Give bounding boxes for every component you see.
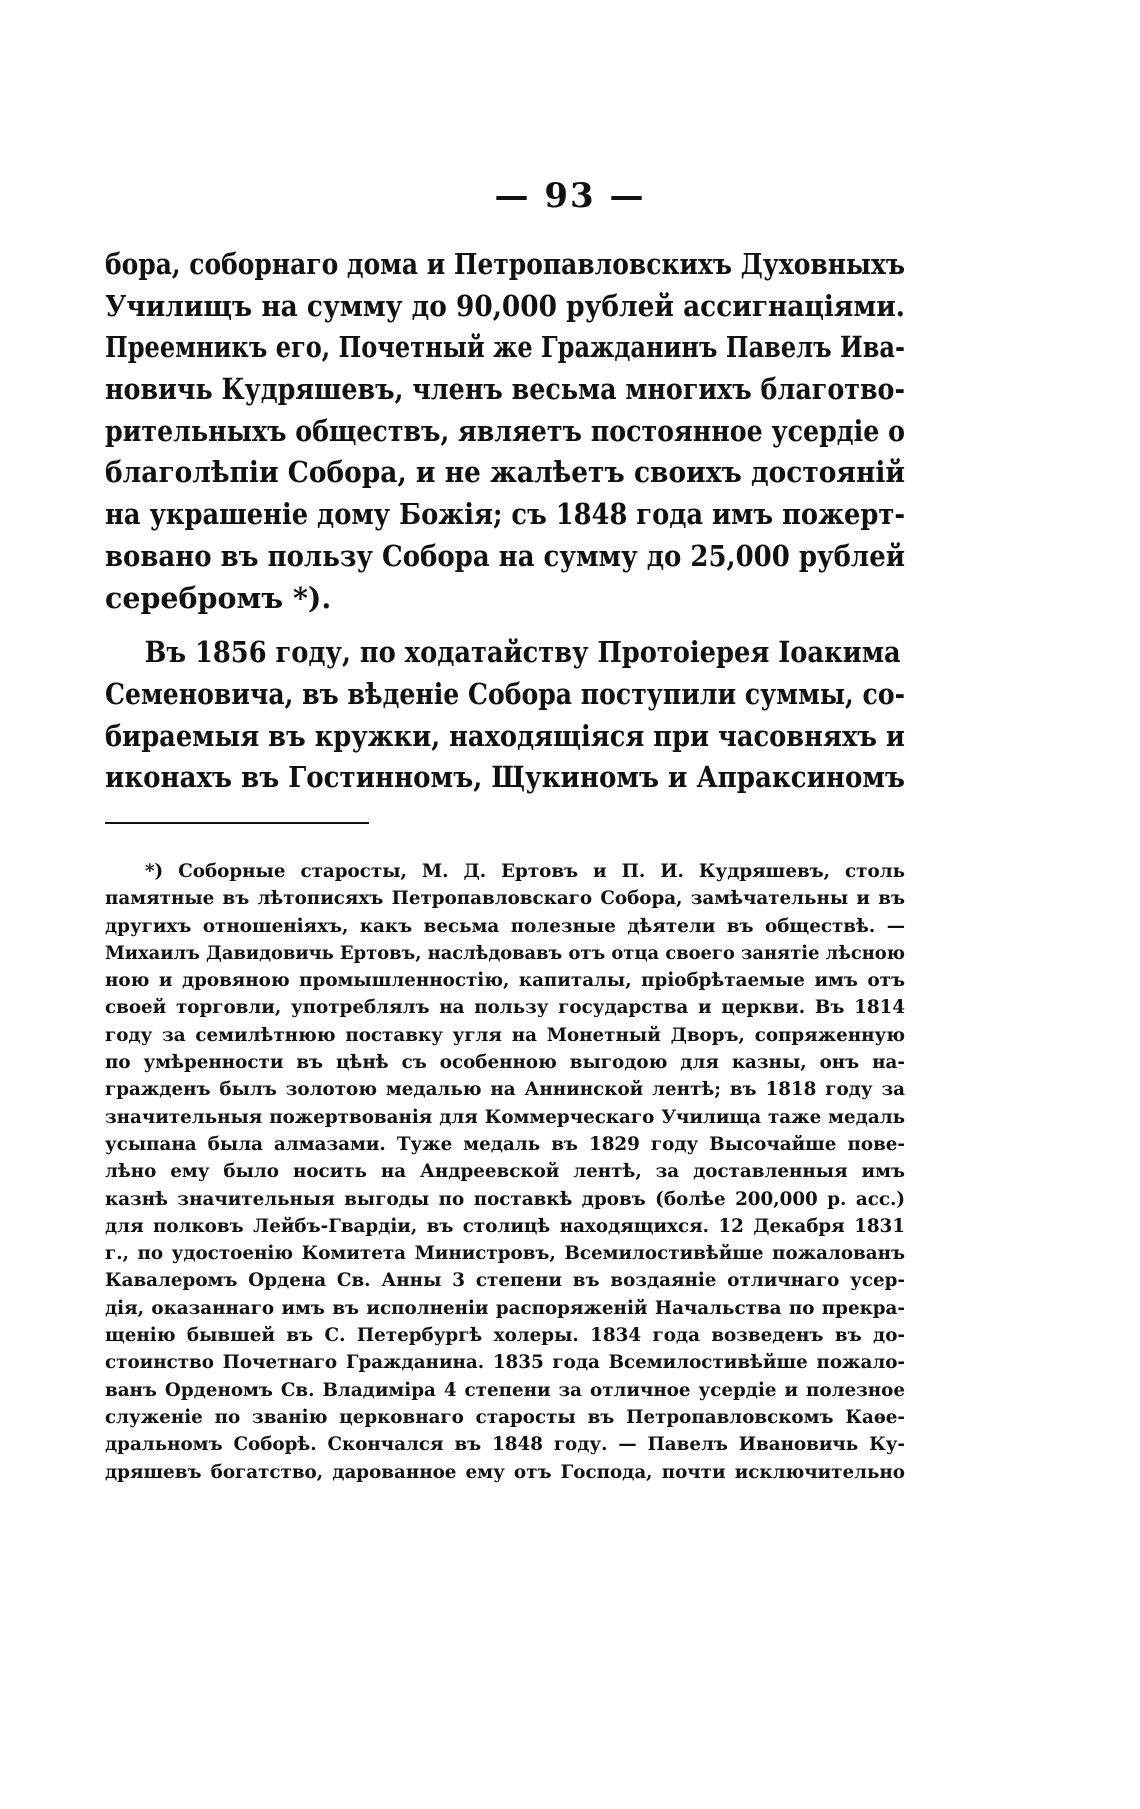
footnote-line: своей торговли, употреблялъ на пользу государства и церкви. Въ 1814 [105, 997, 905, 1019]
footnote-line: другихъ отношеніяхъ, какъ весьма полезные дѣятели въ обществѣ. — [105, 915, 905, 937]
text-line: бираемыя въ кружки, находящіяся при часовняхъ и [105, 718, 905, 753]
footnote-line: Кавалеромъ Ордена Св. Анны 3 степени въ воздаяніе отличнаго усер- [105, 1270, 905, 1292]
footnote-line: дія, оказаннаго имъ въ исполненіи распоряженій Начальства по прекра- [105, 1297, 905, 1319]
footnote-line: ною и дровяною промышленностію, капиталы, пріобрѣтаемые имъ отъ [105, 970, 905, 992]
footnote-line: казнѣ значительныя выгоды по поставкѣ дровъ (болѣе 200,000 р. асс.) [105, 1188, 905, 1210]
footnote-line: дральномъ Соборѣ. Скончался въ 1848 году. — Павелъ Ивановичь Ку- [105, 1434, 905, 1456]
text-line: Училищъ на сумму до 90,000 рублей ассигнаціями. [105, 288, 905, 323]
footnote-line: г., по удостоенію Комитета Министровъ, Всемилостивѣйше пожалованъ [105, 1243, 905, 1265]
text-line: иконахъ въ Гостинномъ, Щукиномъ и Апраксиномъ [105, 760, 905, 795]
footnote-line: году за семилѣтнюю поставку угля на Монетный Дворъ, сопряженную [105, 1024, 905, 1046]
footnote-line: усыпана была алмазами. Туже медаль въ 1829 году Высочайше пове- [105, 1133, 905, 1155]
text-line: новичь Кудряшевъ, членъ весьма многихъ благотво- [105, 372, 905, 407]
text-line: серебромъ *). [105, 580, 332, 615]
footnote-line: служеніе по званію церковнаго старосты въ Петропавловскомъ Каѳе- [105, 1406, 905, 1428]
main-text [105, 244, 905, 799]
text-line: бора, соборнаго дома и Петропавловскихъ Духовныхъ [105, 247, 905, 281]
footnote-line: памятные въ лѣтописяхъ Петропавловскаго Собора, замѣчательны и въ [105, 888, 905, 910]
footnote-line: для полковъ Лейбъ-Гвардіи, въ столицѣ находящихся. 12 Декабря 1831 [105, 1215, 905, 1237]
text-line: Преемникъ его, Почетный же Гражданинъ Павелъ Ива- [105, 330, 905, 365]
footnote-line: щенію бывшей въ С. Петербургѣ холеры. 1834 года возведенъ въ до- [105, 1325, 905, 1347]
text-line: благолѣпіи Собора, и не жалѣетъ своихъ достояній [105, 455, 905, 490]
footnote-line: по умѣренности въ цѣнѣ съ особенною выгодою для казны, онъ на- [105, 1052, 905, 1074]
text-line: Въ 1856 году, по ходатайству Протоіерея Іоакима [144, 635, 901, 670]
paragraph-2 [105, 632, 905, 799]
footnote-line: дряшевъ богатство, дарованное ему отъ Господа, почти исключительно [105, 1461, 905, 1483]
footnote-line: Михаилъ Давидовичь Ертовъ, наслѣдовавъ отъ отца своего занятіе лѣсною [105, 942, 905, 964]
page-number: — 93 — [494, 176, 646, 216]
footnote-line: лѣно ему было носить на Андреевской лентѣ, за доставленныя имъ [105, 1161, 905, 1183]
footnote-line: значительныя пожертвованія для Коммерческаго Училища таже медаль [105, 1106, 905, 1128]
footnote [105, 858, 905, 1486]
text-line: рительныхъ обществъ, являетъ постоянное усердіе о [105, 413, 905, 448]
text-line: на украшеніе дому Божія; съ 1848 года имъ пожерт- [105, 497, 905, 532]
footnote-line: гражденъ былъ золотою медалью на Аннинской лентѣ; въ 1818 году за [105, 1079, 905, 1101]
text-line: вовано въ пользу Собора на сумму до 25,000 рублей [105, 538, 905, 573]
footnote-line: стоинство Почетнаго Гражданина. 1835 года Всемилостивѣйше пожало- [105, 1352, 905, 1374]
footnote-line: *) Соборные старосты, М. Д. Ертовъ и П. И. Кудряшевъ, столь [145, 861, 905, 882]
paragraph-1 [105, 244, 905, 619]
paragraph-gap [105, 619, 905, 632]
footnote-divider [105, 822, 369, 824]
text-line: Семеновича, въ вѣденіе Собора поступили суммы, со- [105, 676, 905, 711]
footnote-line: ванъ Орденомъ Св. Владиміра 4 степени за отличное усердіе и полезное [105, 1379, 905, 1401]
